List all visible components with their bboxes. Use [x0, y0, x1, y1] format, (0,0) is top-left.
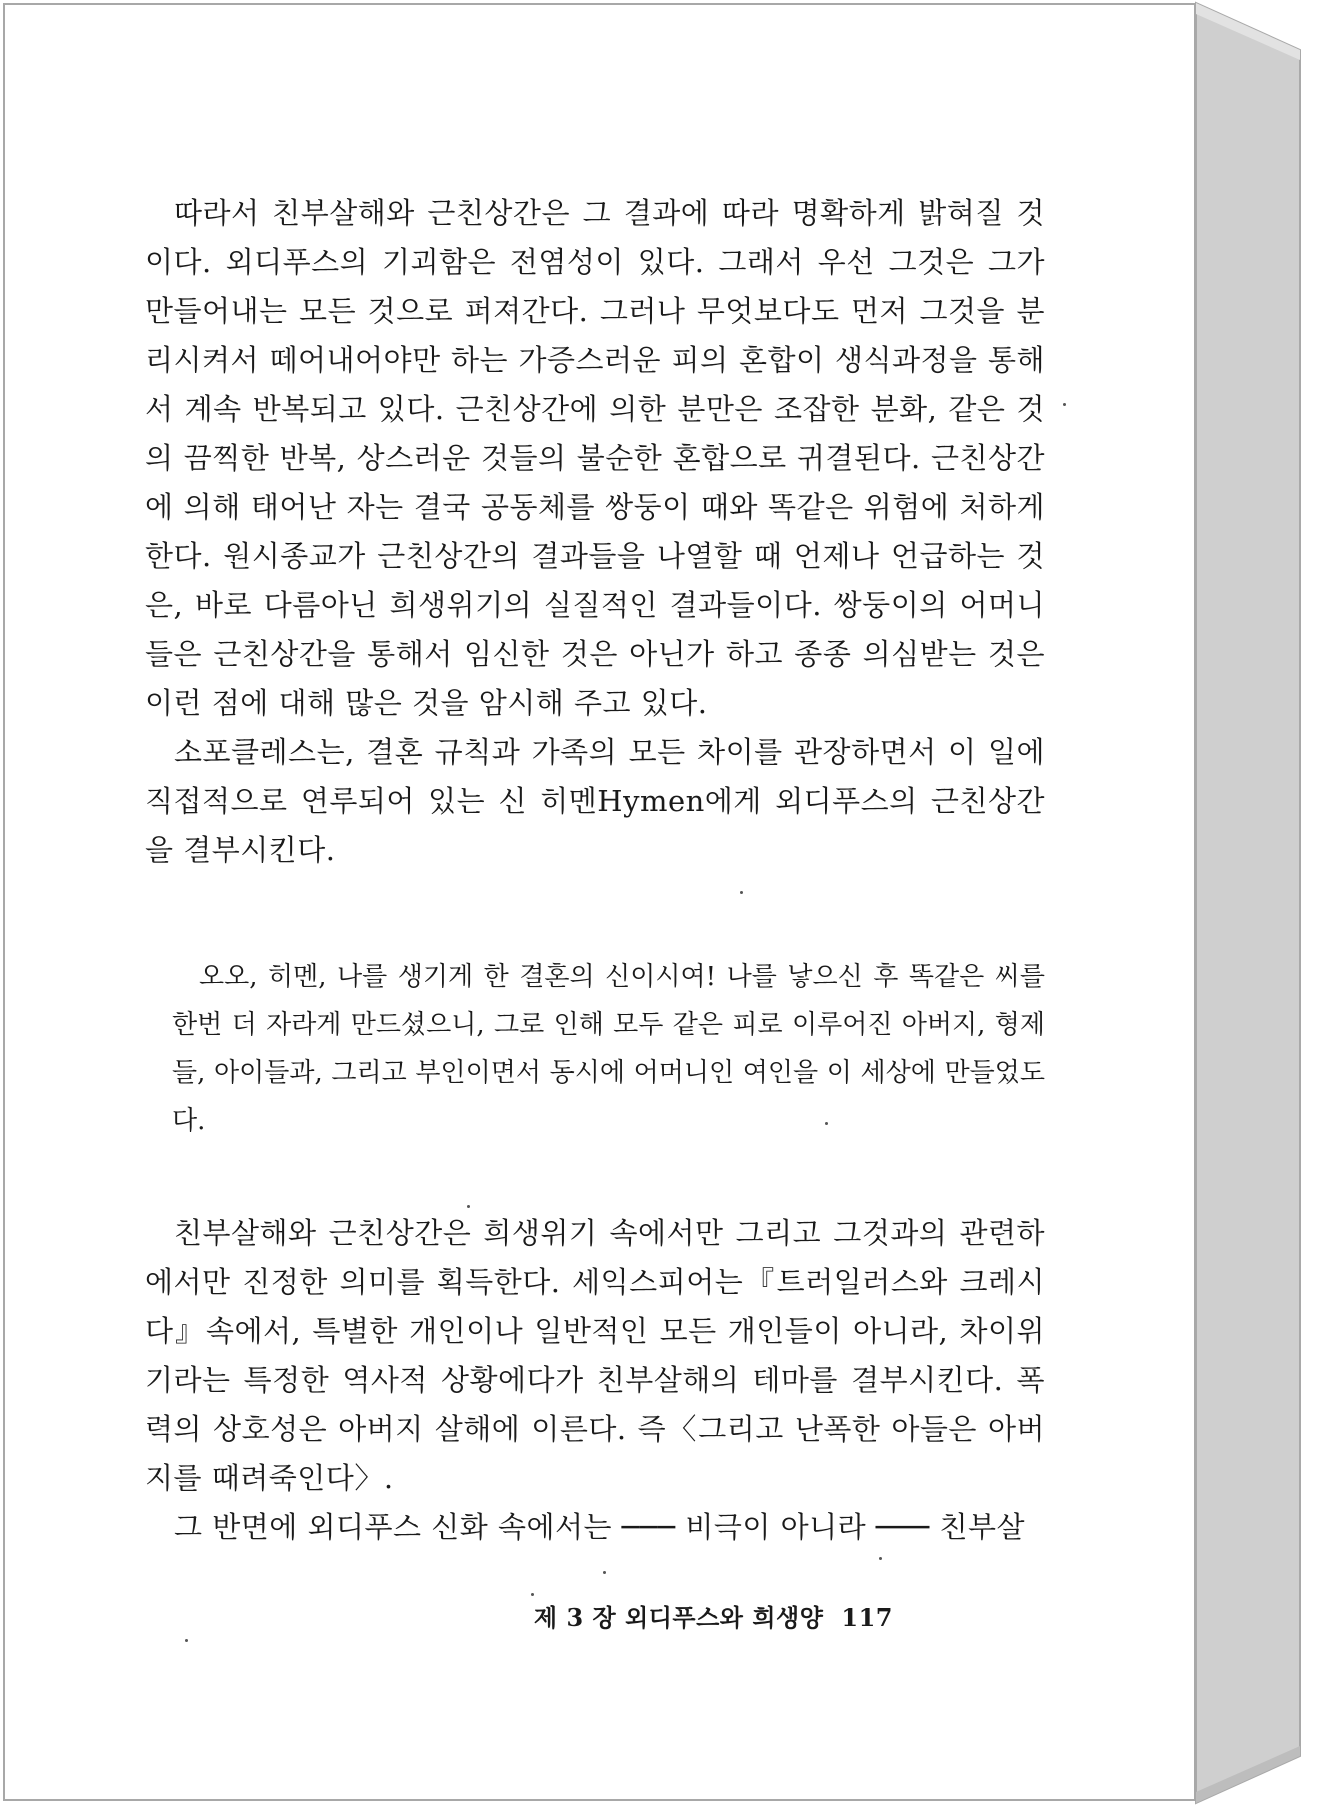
- running-footer-chapter: 제 3 장 외디푸스와 희생양: [533, 1603, 824, 1632]
- scan-speck: [879, 1557, 882, 1560]
- body-text-top: [145, 189, 1045, 875]
- scan-speck: [825, 1122, 828, 1125]
- scan-speck: [531, 1593, 534, 1596]
- quote-text: 오오, 히멘, 나를 생기게 한 결혼의 신이시여! 나를 낳으신 후 똑같은 씨를 한번 더 자라게 만드셨으니, 그로 인해 모두 같은 피로 이루어진 아버지, 형제들, 아이들과, 그리고 부인이면서 동시에 어머니인 여인을 이 세상에 만들었도다.: [172, 962, 1045, 1136]
- book-page: [3, 3, 1196, 1801]
- paragraph-2: 소포클레스는, 결혼 규칙과 가족의 모든 차이를 관장하면서 이 일에 직접적으로 연루되어 있는 신 히멘Hymen에게 외디푸스의 근친상간을 결부시킨다.: [145, 735, 1045, 867]
- scan-speck: [467, 1205, 470, 1208]
- scan-speck: [740, 891, 743, 894]
- body-text-bottom: [145, 1209, 1045, 1552]
- scan-speck: [185, 1639, 188, 1642]
- paragraph-1: 따라서 친부살해와 근친상간은 그 결과에 따라 명확하게 밝혀질 것이다. 외디푸스의 기괴함은 전염성이 있다. 그래서 우선 그것은 그가 만들어내는 모든 것으로 퍼져간다. 그러나 무엇보다도 먼저 그것을 분리시켜서 떼어내어야만 하는 가증스러운 피의 혼합이 생식과정을 통해서 계속 반복되고 있다. 근친상간에 의한 분만은 조잡한 분화, 같은 것의 끔찍한 반복, 상스러운 것들의 불순한 혼합으로 귀결된다. 근친상간에 의해 태어난 자는 결국 공동체를 쌍둥이 때와 똑같은 위험에 처하게 한다. 원시종교가 근친상간의 결과들을 나열할 때 언제나 언급하는 것은, 바로 다름아닌 희생위기의 실질적인 결과들이다. 쌍둥이의 어머니들은 근친상간을 통해서 임신한 것은 아닌가 하고 종종 의심받는 것은 이런 점에 대해 많은 것을 암시해 주고 있다.: [145, 196, 1045, 720]
- paragraph-3: 친부살해와 근친상간은 희생위기 속에서만 그리고 그것과의 관련하에서만 진정한 의미를 획득한다. 세익스피어는『트러일러스와 크레시다』속에서, 특별한 개인이나 일반적인 모든 개인들이 아니라, 차이위기라는 특정한 역사적 상황에다가 친부살해의 테마를 결부시킨다. 폭력의 상호성은 아버지 살해에 이른다. 즉〈그리고 난폭한 아들은 아버지를 때려죽인다〉.: [145, 1216, 1045, 1495]
- page-number: 117: [841, 1603, 893, 1632]
- page-footer: [534, 1598, 893, 1633]
- block-quote: [172, 953, 1045, 1145]
- scan-speck: [603, 1571, 606, 1574]
- scan-speck: [1063, 403, 1066, 406]
- paragraph-4: 그 반면에 외디푸스 신화 속에서는 ─── 비극이 아니라 ─── 친부살: [174, 1510, 1026, 1544]
